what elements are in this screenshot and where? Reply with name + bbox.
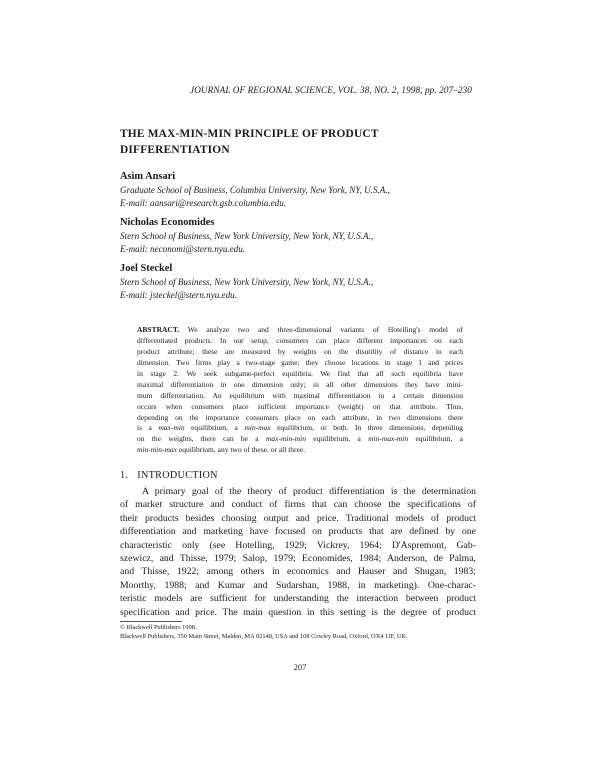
body-line: A primary goal of the theory of product differentiation is the determination <box>142 486 476 497</box>
abstract-line: depending on the importance consumers place on each attribute, in two dimensions there <box>137 412 463 422</box>
author-block <box>120 170 480 209</box>
author-affiliation: Stern School of Business, New York University, New York, NY, U.S.A., <box>120 277 374 287</box>
abstract-term: min-min-max <box>137 445 177 455</box>
abstract-line: dimension. Two firms play a two-stage game; they choose locations in stage 1 and prices <box>137 357 463 367</box>
body-line: of market structure and conduct of firms that can choose the specifications of <box>120 499 476 511</box>
abstract-text: We analyze two and three-dimensional variants of Hotelling's model of <box>187 325 463 334</box>
article-title <box>120 126 480 158</box>
author-name: Asim Ansari <box>120 171 176 182</box>
abstract-text: equilibrium, a <box>184 423 245 433</box>
running-head: JOURNAL OF REGIONAL SCIENCE, VOL. 38, NO. 2, 1998, pp. 207–230 <box>190 85 472 95</box>
page-number: 207 <box>293 663 307 672</box>
body-line: characteristic only (see Hotelling, 1929; Vickrey, 1964; D'Aspremont, Gab- <box>120 539 476 551</box>
introduction-paragraph <box>120 485 476 619</box>
body-line: teristic models are sufficient for understanding the interaction between product <box>120 593 476 605</box>
abstract-text: equilibrium, or both. In three dimensions, depending <box>270 423 463 433</box>
abstract-term: min-max <box>244 423 271 433</box>
abstract-term: min-max-min <box>368 434 409 444</box>
section-heading <box>120 470 218 481</box>
abstract-term: max-min-min <box>265 434 306 444</box>
body-line: their products besides choosing output and price. Traditional models of product <box>120 512 476 524</box>
section-number: 1. <box>120 470 129 481</box>
abstract-text: equilibrium, a <box>305 434 369 444</box>
abstract-label: ABSTRACT. <box>137 325 180 334</box>
body-line: Moorthy, 1988; and Kumar and Sudarshan, 1988, in marketing). One-charac- <box>120 579 476 591</box>
abstract <box>137 325 463 456</box>
abstract-text: is a <box>137 423 159 433</box>
body-line: specification and price. The main question in this setting is the degree of product <box>120 606 476 618</box>
abstract-line: product attribute; these are measured by weights on the disutility of distance in each <box>137 346 463 356</box>
footnote-divider <box>120 621 182 622</box>
author-email: E-mail: aansari@research.gsb.columbia.edu. <box>120 197 287 208</box>
author-affiliation: Stern School of Business, New York University, New York, NY, U.S.A., <box>120 231 374 241</box>
title-line: THE MAX-MIN-MIN PRINCIPLE OF PRODUCT <box>120 128 379 140</box>
body-line: and Thisse, 1922; among others in economics and Hauser and Shugan, 1983; <box>120 566 476 578</box>
body-line: differentiation and marketing have focused on products that are defined by one <box>120 526 476 538</box>
abstract-line <box>137 325 463 336</box>
abstract-text: equilibrium, any two of these, or all three. <box>177 445 306 455</box>
abstract-line: mum differentiation. An equilibrium with maximal differentiation in a certain dimension <box>137 390 463 400</box>
abstract-line <box>137 423 463 434</box>
section-title: INTRODUCTION <box>137 470 218 481</box>
author-name: Nicholas Economides <box>120 217 215 228</box>
copyright-notice: © Blackwell Publishers 1998. <box>120 624 197 631</box>
abstract-line: maximal differentiation in one dimension only; in all other dimensions they have mini- <box>137 379 463 389</box>
title-line: DIFFERENTIATION <box>120 144 230 156</box>
author-affiliation: Graduate School of Business, Columbia University, New York, NY, U.S.A., <box>120 185 390 195</box>
abstract-line: occurs when consumers place sufficient importance (weight) on that attribute. Thus, <box>137 401 463 411</box>
abstract-line <box>137 434 463 445</box>
abstract-term: max-min <box>158 423 185 433</box>
author-email: E-mail: jsteckel@stern.nyu.edu. <box>120 289 237 300</box>
author-name: Joel Steckel <box>120 263 173 274</box>
author-block <box>120 262 480 301</box>
author-block <box>120 216 480 255</box>
footnote <box>120 623 408 641</box>
abstract-line: in stage 2. We seek subgame-perfect equilibria. We find that all such equilibria have <box>137 368 463 378</box>
abstract-line: differentiated products. In our setup, consumers can place different importances on each <box>137 335 463 345</box>
abstract-line <box>137 445 463 456</box>
publisher-address: Blackwell Publishers, 350 Main Street, Malden, MA 02148, USA and 108 Cowley Road, Oxford, OX4 1JF, UK. <box>120 633 408 641</box>
abstract-text: on the weights, there can be a <box>137 434 266 444</box>
abstract-text: equilibrium, a <box>408 434 463 444</box>
body-line: szewicz, and Thisse, 1979; Salop, 1979; Economides, 1984; Anderson, de Palma, <box>120 552 476 564</box>
author-email: E-mail: neconomi@stern.nyu.edu. <box>120 243 246 254</box>
